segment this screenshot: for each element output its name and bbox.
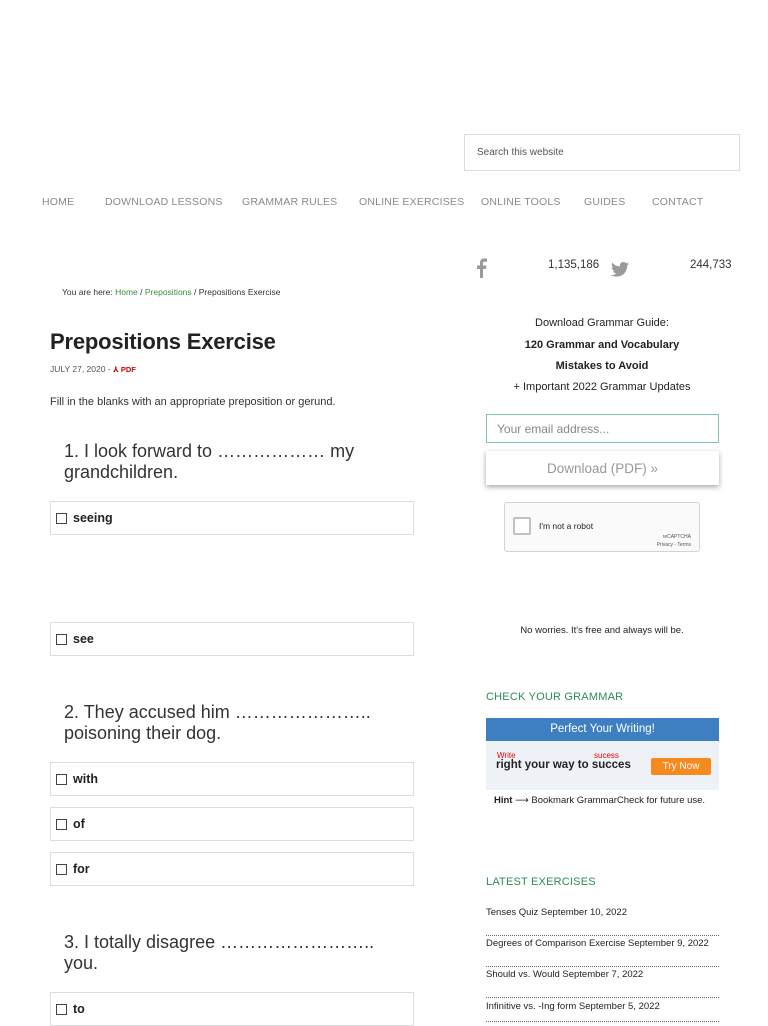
banner-tagline: right your way to succes bbox=[496, 759, 631, 771]
twitter-icon[interactable] bbox=[611, 262, 629, 277]
option-seeing[interactable] bbox=[50, 501, 414, 535]
question-2: 2. They accused him ………………….. poisoning their dog. bbox=[64, 702, 371, 743]
breadcrumb-home[interactable]: Home bbox=[115, 287, 138, 297]
option-label: see bbox=[73, 632, 94, 646]
option-label: for bbox=[73, 862, 90, 876]
arrow-icon: ⟶ bbox=[512, 795, 532, 806]
nav-guides[interactable]: GUIDES bbox=[584, 196, 626, 208]
option-of[interactable] bbox=[50, 807, 414, 841]
option-with[interactable] bbox=[50, 762, 414, 796]
checkbox[interactable] bbox=[56, 819, 67, 830]
facebook-icon[interactable] bbox=[474, 258, 490, 278]
grammarcheck-banner[interactable] bbox=[486, 718, 719, 790]
latest-item bbox=[486, 1000, 719, 1022]
search-input[interactable] bbox=[464, 134, 740, 171]
banner-headline: Perfect Your Writing! bbox=[486, 718, 719, 741]
breadcrumb-sep: / bbox=[137, 287, 145, 297]
recaptcha-brand-name: reCAPTCHA bbox=[662, 534, 691, 540]
latest-link[interactable]: Infinitive vs. -Ing form September 5, 2022 bbox=[486, 1001, 660, 1012]
main-nav bbox=[0, 196, 768, 216]
checkbox[interactable] bbox=[56, 634, 67, 645]
guide-line-1: Download Grammar Guide: bbox=[535, 317, 669, 329]
latest-exercises-title: LATEST EXERCISES bbox=[486, 876, 596, 888]
twitter-count: 244,733 bbox=[690, 259, 732, 271]
option-label: to bbox=[73, 1002, 85, 1016]
breadcrumb-prepositions[interactable]: Prepositions bbox=[144, 287, 192, 297]
nav-download-lessons[interactable]: DOWNLOAD LESSONS bbox=[105, 196, 223, 208]
exercise-instruction: Fill in the blanks with an appropriate preposition or gerund. bbox=[50, 396, 336, 408]
option-to[interactable] bbox=[50, 992, 414, 1026]
nav-online-exercises[interactable]: ONLINE EXERCISES bbox=[359, 196, 465, 208]
guide-line-2: 120 Grammar and Vocabulary bbox=[524, 339, 680, 351]
hint-label: Hint bbox=[494, 795, 513, 806]
checkbox[interactable] bbox=[56, 864, 67, 875]
hint-text: Bookmark GrammarCheck for future use. bbox=[531, 795, 706, 806]
pdf-link[interactable] bbox=[113, 365, 136, 374]
try-now-button[interactable]: Try Now bbox=[651, 758, 711, 775]
banner-sucess: sucess bbox=[594, 751, 619, 760]
recaptcha-links[interactable]: Privacy - Terms bbox=[656, 542, 691, 548]
pdf-label: PDF bbox=[120, 365, 136, 374]
grammarcheck-hint bbox=[494, 795, 705, 806]
breadcrumb-sep: / bbox=[191, 287, 199, 297]
guide-line-3: Mistakes to Avoid bbox=[555, 360, 649, 372]
recaptcha-brand bbox=[657, 533, 691, 549]
latest-link[interactable]: Should vs. Would September 7, 2022 bbox=[486, 969, 644, 980]
email-field[interactable] bbox=[486, 414, 719, 443]
checkbox[interactable] bbox=[56, 774, 67, 785]
latest-link[interactable]: Degrees of Comparison Exercise September 9, 2022 bbox=[486, 938, 709, 949]
free-note: No worries. It's free and always will be. bbox=[520, 625, 684, 636]
latest-item bbox=[486, 937, 719, 967]
latest-item bbox=[486, 906, 719, 936]
breadcrumb bbox=[62, 287, 280, 297]
page-title: Prepositions Exercise bbox=[50, 329, 276, 354]
nav-grammar-rules[interactable]: GRAMMAR RULES bbox=[242, 196, 338, 208]
breadcrumb-current: Prepositions Exercise bbox=[198, 287, 281, 297]
latest-item bbox=[486, 968, 719, 998]
option-label: seeing bbox=[73, 511, 113, 525]
option-for[interactable] bbox=[50, 852, 414, 886]
check-grammar-title: CHECK YOUR GRAMMAR bbox=[486, 691, 624, 703]
checkbox[interactable] bbox=[56, 513, 67, 524]
question-1: 1. I look forward to ……………… my grandchildren. bbox=[64, 441, 355, 482]
guide-line-4: + Important 2022 Grammar Updates bbox=[513, 381, 691, 393]
nav-home[interactable]: HOME bbox=[42, 196, 75, 208]
nav-contact[interactable]: CONTACT bbox=[652, 196, 704, 208]
pdf-icon: ⅄ bbox=[113, 365, 121, 374]
banner-write: Write bbox=[497, 751, 516, 760]
option-label: with bbox=[73, 772, 98, 786]
latest-link[interactable]: Tenses Quiz September 10, 2022 bbox=[486, 907, 628, 918]
recaptcha-checkbox[interactable] bbox=[513, 517, 531, 535]
recaptcha-label: I'm not a robot bbox=[539, 521, 594, 531]
download-pdf-button[interactable]: Download (PDF) » bbox=[486, 451, 719, 485]
option-label: of bbox=[73, 817, 85, 831]
option-see[interactable] bbox=[50, 622, 414, 656]
question-3: 3. I totally disagree …………………….. you. bbox=[64, 932, 375, 973]
recaptcha-widget bbox=[504, 502, 700, 552]
checkbox[interactable] bbox=[56, 1004, 67, 1015]
nav-online-tools[interactable]: ONLINE TOOLS bbox=[481, 196, 561, 208]
post-date: JULY 27, 2020 - bbox=[50, 364, 114, 374]
facebook-count: 1,135,186 bbox=[548, 259, 600, 271]
post-meta bbox=[50, 364, 136, 374]
breadcrumb-prefix: You are here: bbox=[62, 287, 116, 297]
